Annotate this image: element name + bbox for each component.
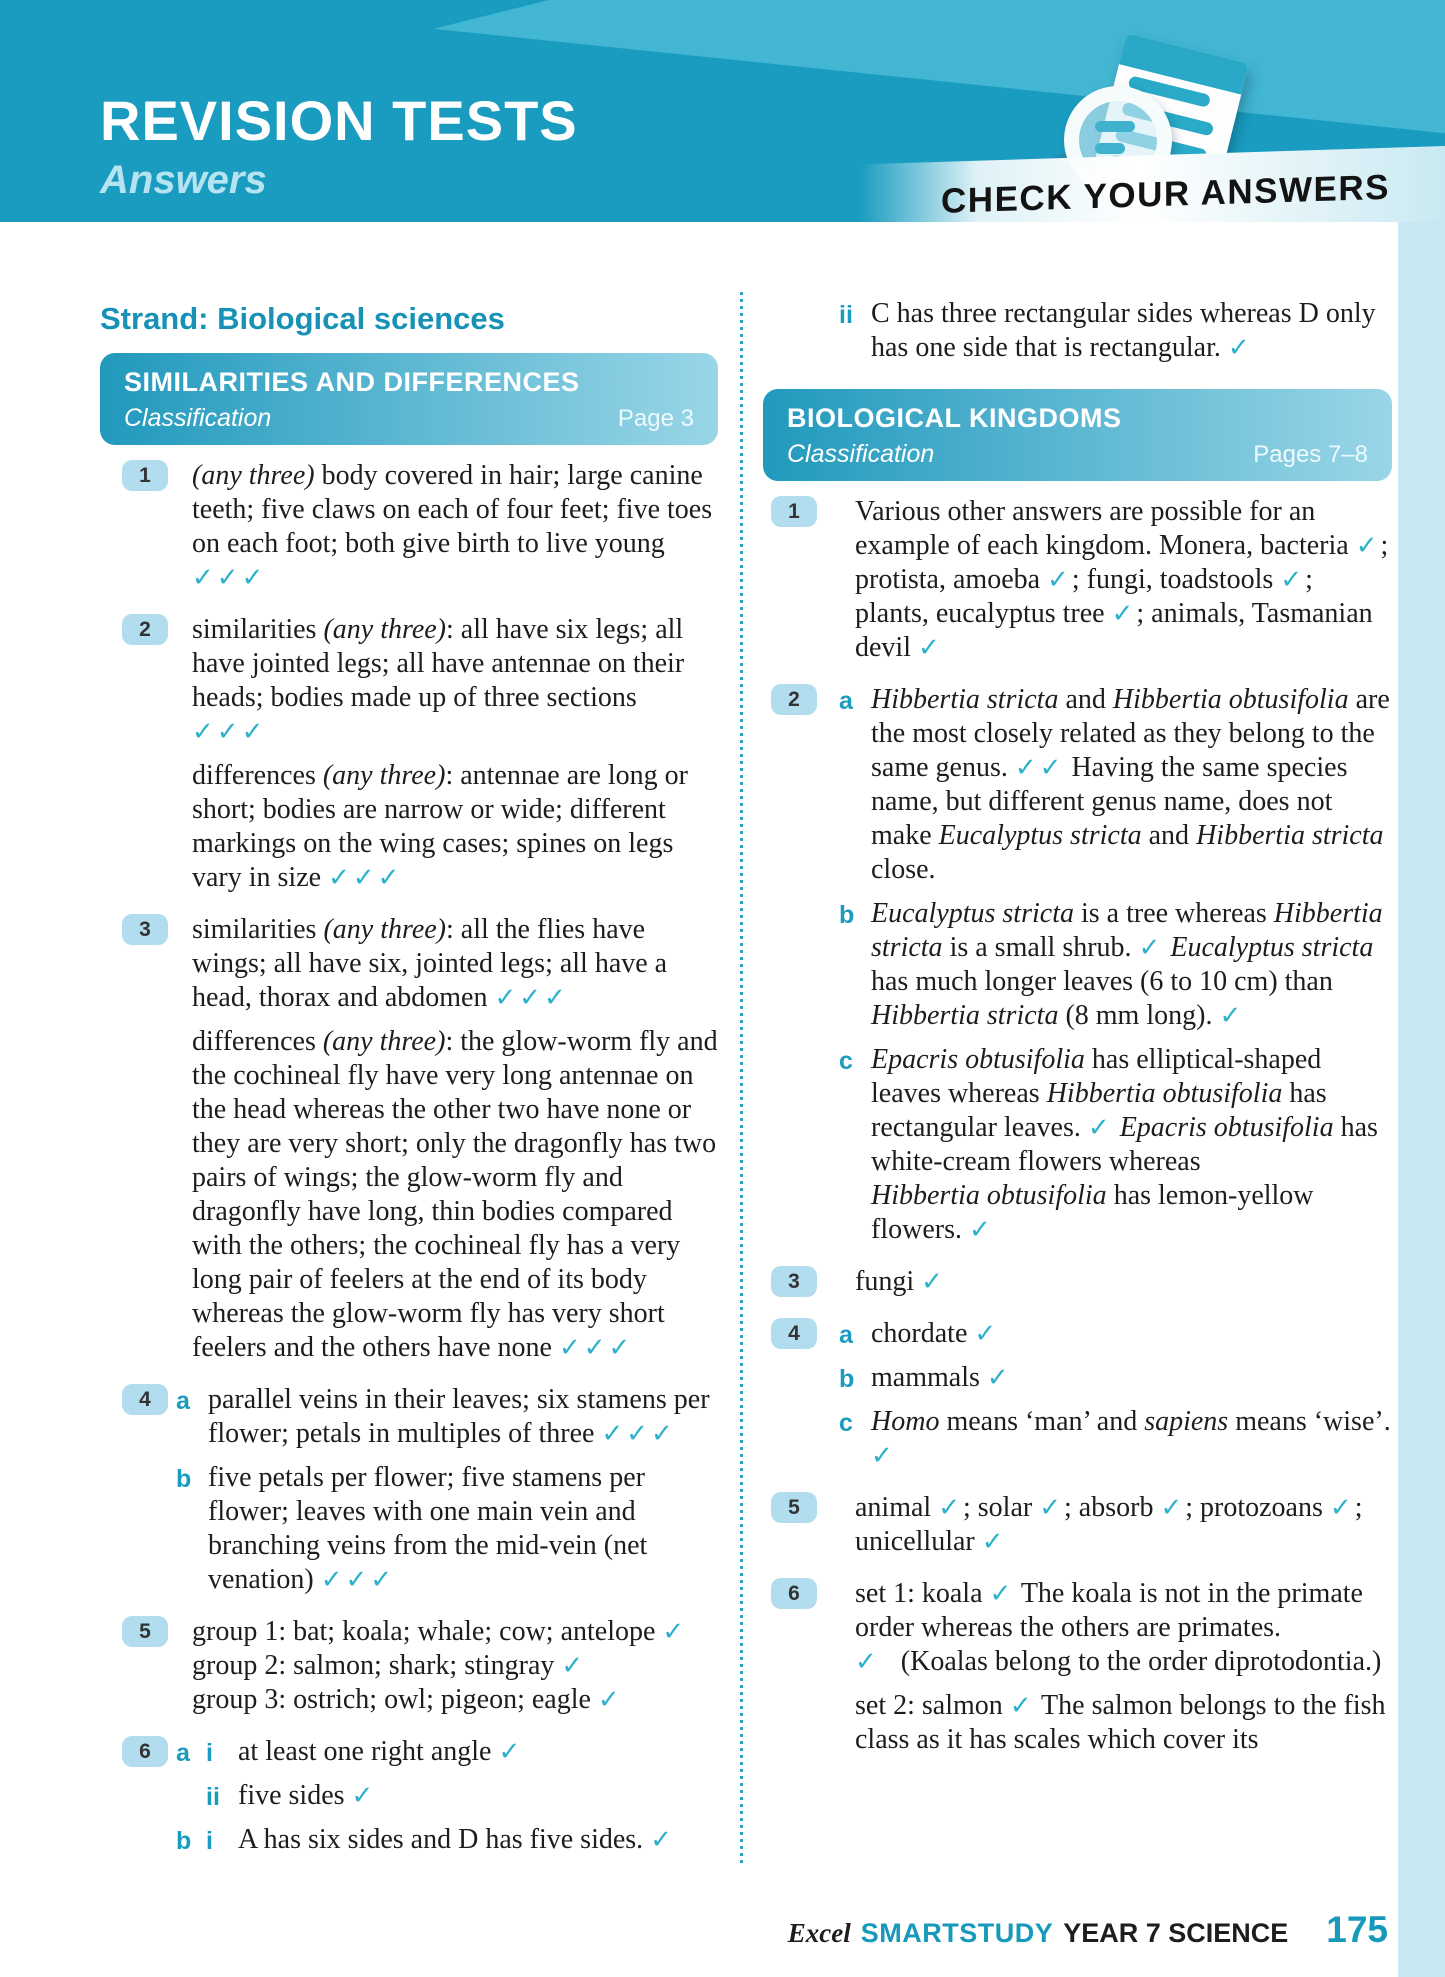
answer-item <box>100 913 718 1365</box>
checkmark: ✓ <box>968 1215 994 1245</box>
italic-text: Epacris obtusifolia <box>871 1044 1085 1075</box>
answer-text: : the glow-worm fly and the cochineal fly have very long antennae on the head whereas the other two have none or they are very short; only the dragonfly has two pairs of wings; the glow-worm fly and dragonfly have long, thin bodies compared with the others; the cochineal fly has a very long pair of feelers at the end of its body whereas the glow-worm fly has very short feelers and the others have none <box>192 1026 718 1363</box>
block-roman: ii <box>839 301 853 329</box>
column-divider <box>740 292 743 1864</box>
answer-text: : antennae are long or short; bodies are narrow or wide; different markings on the wing cases; spines on legs vary in size <box>192 760 688 893</box>
checkmark: ✓ <box>561 1651 587 1681</box>
italic-text: Eucalyptus stricta <box>871 898 1074 929</box>
block-letter: a <box>176 1387 190 1415</box>
answer-block <box>855 1265 1392 1299</box>
checkmark: ✓ <box>918 633 943 663</box>
left-answer-list <box>100 459 718 1857</box>
check-your-answers-label: CHECK YOUR ANSWERS <box>941 167 1390 221</box>
answer-text: ; protista, amoeba <box>855 530 1389 595</box>
answer-text: mammals <box>871 1362 987 1393</box>
italic-text: Eucalyptus stricta <box>1170 932 1374 963</box>
checkmark: ✓ <box>1219 1001 1245 1031</box>
answer-item <box>100 1735 718 1857</box>
answer-text: fungi <box>855 1266 922 1297</box>
italic-text: Hibbertia stricta <box>871 898 1383 963</box>
answer-text: ; absorb <box>1064 1492 1161 1523</box>
answer-block <box>192 613 718 749</box>
answer-block <box>839 1405 1392 1473</box>
answer-block <box>839 1361 1392 1395</box>
answer-block <box>855 1491 1392 1559</box>
checkmark: ✓✓✓ <box>192 563 267 593</box>
answer-text: body covered in hair; large canine teeth; five claws on each of four feet; five toes on each foot; both give birth to live young <box>192 460 713 559</box>
answer-text: ; fungi, toadstools <box>1071 564 1281 595</box>
answer-text: The koala is not in the primate order whereas the others are primates. <box>855 1578 1363 1643</box>
checkmark: ✓ <box>855 1647 880 1677</box>
answer-block <box>855 495 1392 665</box>
answer-block <box>176 1383 718 1451</box>
answer-item <box>763 1491 1392 1559</box>
italic-text: Hibbertia obtusifolia <box>871 1180 1107 1211</box>
answer-text: is a small shrub. <box>942 932 1139 963</box>
checkmark: ✓ <box>1138 933 1164 963</box>
answer-text: The salmon belongs to the fish class as it has scales which cover its <box>855 1690 1386 1755</box>
checkmark: ✓ <box>662 1617 688 1647</box>
answer-text: set 1: koala <box>855 1578 990 1609</box>
answer-text: Having the same species name, but different genus name, does not make <box>871 752 1348 851</box>
checkmark: ✓ <box>1009 1691 1035 1721</box>
italic-text: sapiens <box>1144 1406 1229 1437</box>
answer-text: means ‘man’ and <box>939 1406 1145 1437</box>
right-answer-list <box>763 495 1392 1757</box>
answer-block <box>839 1317 1392 1351</box>
answer-block <box>839 297 1392 365</box>
answer-item <box>763 297 1392 365</box>
section-banner-kingdoms <box>763 389 1392 481</box>
answer-item <box>763 683 1392 1247</box>
checkmark: ✓ <box>986 1363 1012 1393</box>
page-number: 175 <box>1326 1909 1388 1950</box>
checkmark: ✓ <box>1280 565 1306 595</box>
answer-item <box>100 613 718 895</box>
answer-text: chordate <box>871 1318 975 1349</box>
checkmark: ✓ <box>938 1493 963 1523</box>
item-number-badge: 5 <box>771 1492 817 1523</box>
checkmark: ✓ <box>1329 1493 1355 1523</box>
answer-text: group 3: ostrich; owl; pigeon; eagle <box>192 1684 598 1715</box>
italic-text: (any three) <box>323 914 447 945</box>
answer-text: differences <box>192 1026 323 1057</box>
answer-text: Various other answers are possible for an example of each kingdom. Monera, bacteria <box>855 496 1356 561</box>
checkmark: ✓ <box>1087 1113 1113 1143</box>
right-edge-strip <box>1398 222 1445 1977</box>
block-letter: b <box>176 1465 192 1493</box>
section-banner-similarities <box>100 353 718 445</box>
checkmark: ✓✓✓ <box>558 1333 634 1363</box>
left-column <box>100 295 718 1857</box>
checkmark: ✓ <box>1111 599 1137 629</box>
section-page-ref: Page 3 <box>617 405 694 432</box>
answer-block <box>192 913 718 1015</box>
checkmark: ✓ <box>650 1825 675 1855</box>
footer-course: YEAR 7 SCIENCE <box>1063 1918 1289 1948</box>
right-column <box>763 295 1392 1757</box>
block-letter: b <box>839 901 855 929</box>
answer-text: has rectangular leaves. <box>871 1078 1327 1143</box>
italic-text: Hibbertia obtusifolia <box>1112 684 1349 715</box>
item-number-badge: 3 <box>122 914 168 945</box>
page-subtitle: Answers <box>100 158 267 202</box>
item-number-badge: 1 <box>771 496 817 527</box>
block-roman: i <box>206 1827 213 1855</box>
block-roman: ii <box>206 1783 220 1811</box>
checkmark: ✓ <box>981 1527 1007 1557</box>
answer-block <box>176 1823 718 1857</box>
checkmark: ✓✓✓ <box>328 863 403 893</box>
italic-text: Hibbertia obtusifolia <box>1046 1078 1283 1109</box>
answer-text: ; solar <box>963 1492 1040 1523</box>
answer-item <box>100 1383 718 1597</box>
checkmark: ✓ <box>921 1267 946 1297</box>
answer-text: group 2: salmon; shark; stingray <box>192 1650 562 1681</box>
answer-item <box>763 1577 1392 1757</box>
check-your-answers-banner <box>860 146 1445 222</box>
block-roman: i <box>206 1739 213 1767</box>
checkmark: ✓✓✓ <box>192 717 267 747</box>
answer-text: five petals per flower; five stamens per flower; leaves with one main vein and branching veins from the mid-vein (net venation) <box>208 1462 648 1595</box>
answer-text: ; protozoans <box>1185 1492 1330 1523</box>
answer-text: group 1: bat; koala; whale; cow; antelope <box>192 1616 663 1647</box>
answer-block <box>192 1615 718 1717</box>
checkmark: ✓ <box>498 1737 524 1767</box>
section-subtitle: Classification <box>787 440 935 468</box>
answer-text: (Koalas belong to the order diprotodontia.) <box>879 1646 1382 1677</box>
answer-text: similarities <box>192 614 324 645</box>
italic-text: Hibbertia stricta <box>871 1000 1059 1031</box>
item-number-badge: 6 <box>771 1578 817 1609</box>
checkmark: ✓✓✓ <box>494 983 569 1013</box>
checkmark: ✓✓✓ <box>601 1419 676 1449</box>
italic-text: (any three) <box>322 760 446 791</box>
block-letter: a <box>839 687 853 715</box>
footer-series: SMARTSTUDY <box>860 1918 1054 1948</box>
item-number-badge: 4 <box>122 1384 168 1415</box>
answer-text: : all the flies have wings; all have six, jointed legs; all have a head, thorax and abdomen <box>192 914 668 1013</box>
checkmark: ✓ <box>1160 1493 1186 1523</box>
italic-text: (any three) <box>192 460 315 491</box>
item-number-badge: 2 <box>122 614 168 645</box>
item-number-badge: 3 <box>771 1266 817 1297</box>
answer-text: : all have six legs; all have jointed legs; all have antennae on their heads; bodies made up of three sections <box>192 614 685 713</box>
answer-item <box>100 1615 718 1717</box>
answer-text: has elliptical-shaped leaves whereas <box>871 1044 1322 1109</box>
answer-text: animal <box>855 1492 939 1523</box>
answer-item <box>763 1317 1392 1473</box>
strand-heading: Strand: Biological sciences <box>100 301 505 336</box>
answer-text: A has six sides and D has five sides. <box>238 1824 651 1855</box>
answer-text: has lemon-yellow flowers. <box>871 1180 1314 1245</box>
checkmark: ✓ <box>1047 565 1072 595</box>
answer-item <box>763 495 1392 665</box>
answer-block <box>176 1461 718 1597</box>
italic-text: Homo <box>871 1406 940 1437</box>
checkmark: ✓ <box>989 1579 1015 1609</box>
carryover-answer-list <box>763 297 1392 365</box>
item-number-badge: 4 <box>771 1318 817 1349</box>
answer-text: ; unicellular <box>855 1492 1363 1557</box>
italic-text: Epacris obtusifolia <box>1119 1112 1334 1143</box>
checkmark: ✓✓ <box>1014 753 1065 783</box>
answer-item <box>763 1265 1392 1299</box>
answer-text: is a tree whereas <box>1073 898 1274 929</box>
italic-text: (any three) <box>322 1026 446 1057</box>
item-number-badge: 6 <box>122 1736 168 1767</box>
item-number-badge: 5 <box>122 1616 168 1647</box>
block-letter: a <box>839 1321 853 1349</box>
answer-text: (8 mm long). <box>1058 1000 1220 1031</box>
answer-text: set 2: salmon <box>855 1690 1010 1721</box>
answer-text: similarities <box>192 914 324 945</box>
answer-block <box>192 759 718 895</box>
checkmark: ✓ <box>1355 531 1381 561</box>
answer-text: and <box>1141 820 1197 851</box>
answer-block <box>176 1735 718 1769</box>
answer-block <box>839 683 1392 887</box>
answer-text: has white-cream flowers whereas <box>871 1112 1378 1177</box>
answer-block <box>855 1689 1392 1757</box>
italic-text: Hibbertia stricta <box>871 684 1059 715</box>
answer-text: differences <box>192 760 323 791</box>
block-letter: a <box>176 1739 190 1767</box>
answer-text: C has three rectangular sides whereas D only has one side that is rectangular. <box>871 298 1376 363</box>
page-title: REVISION TESTS <box>100 89 578 152</box>
item-number-badge: 1 <box>122 460 168 491</box>
answer-block <box>855 1577 1392 1679</box>
answer-text: ; plants, eucalyptus tree <box>855 564 1313 629</box>
answer-text: has much longer leaves (6 to 10 cm) than <box>871 966 1333 997</box>
answer-item <box>100 459 718 595</box>
checkmark: ✓ <box>871 1441 896 1471</box>
footer-brand: Excel <box>787 1918 851 1948</box>
answer-text: are the most closely related as they belong to the same genus. <box>871 684 1390 783</box>
answer-text <box>1113 1112 1120 1143</box>
checkmark: ✓ <box>1227 333 1253 363</box>
answer-text: means ‘wise’. <box>1228 1406 1391 1437</box>
checkmark: ✓ <box>351 1781 377 1811</box>
checkmark: ✓✓✓ <box>320 1565 396 1595</box>
checkmark: ✓ <box>1039 1493 1065 1523</box>
block-letter: c <box>839 1409 853 1437</box>
section-subtitle: Classification <box>124 404 272 432</box>
answer-text: five sides <box>238 1780 352 1811</box>
checkmark: ✓ <box>597 1685 623 1715</box>
answer-block <box>206 1779 718 1813</box>
italic-text: Eucalyptus stricta <box>938 820 1142 851</box>
answer-block <box>192 459 718 595</box>
answer-text: close. <box>871 854 936 885</box>
block-letter: c <box>839 1047 853 1075</box>
section-title: BIOLOGICAL KINGDOMS <box>787 403 1122 433</box>
answer-text: and <box>1058 684 1113 715</box>
answer-text: ; animals, Tasmanian devil <box>855 598 1373 663</box>
page-header <box>0 0 1445 222</box>
block-letter: b <box>839 1365 855 1393</box>
answer-block <box>192 1025 718 1365</box>
section-title: SIMILARITIES AND DIFFERENCES <box>124 367 580 397</box>
answer-block <box>839 897 1392 1033</box>
answer-text: parallel veins in their leaves; six stamens per flower; petals in multiples of three <box>208 1384 710 1449</box>
section-page-ref: Pages 7–8 <box>1253 441 1368 468</box>
item-number-badge: 2 <box>771 684 817 715</box>
block-letter: b <box>176 1827 192 1855</box>
italic-text: (any three) <box>323 614 447 645</box>
italic-text: Hibbertia stricta <box>1196 820 1384 851</box>
checkmark: ✓ <box>974 1319 1000 1349</box>
answer-text: at least one right angle <box>238 1736 499 1767</box>
answer-block <box>839 1043 1392 1247</box>
page-footer <box>788 1909 1388 1951</box>
